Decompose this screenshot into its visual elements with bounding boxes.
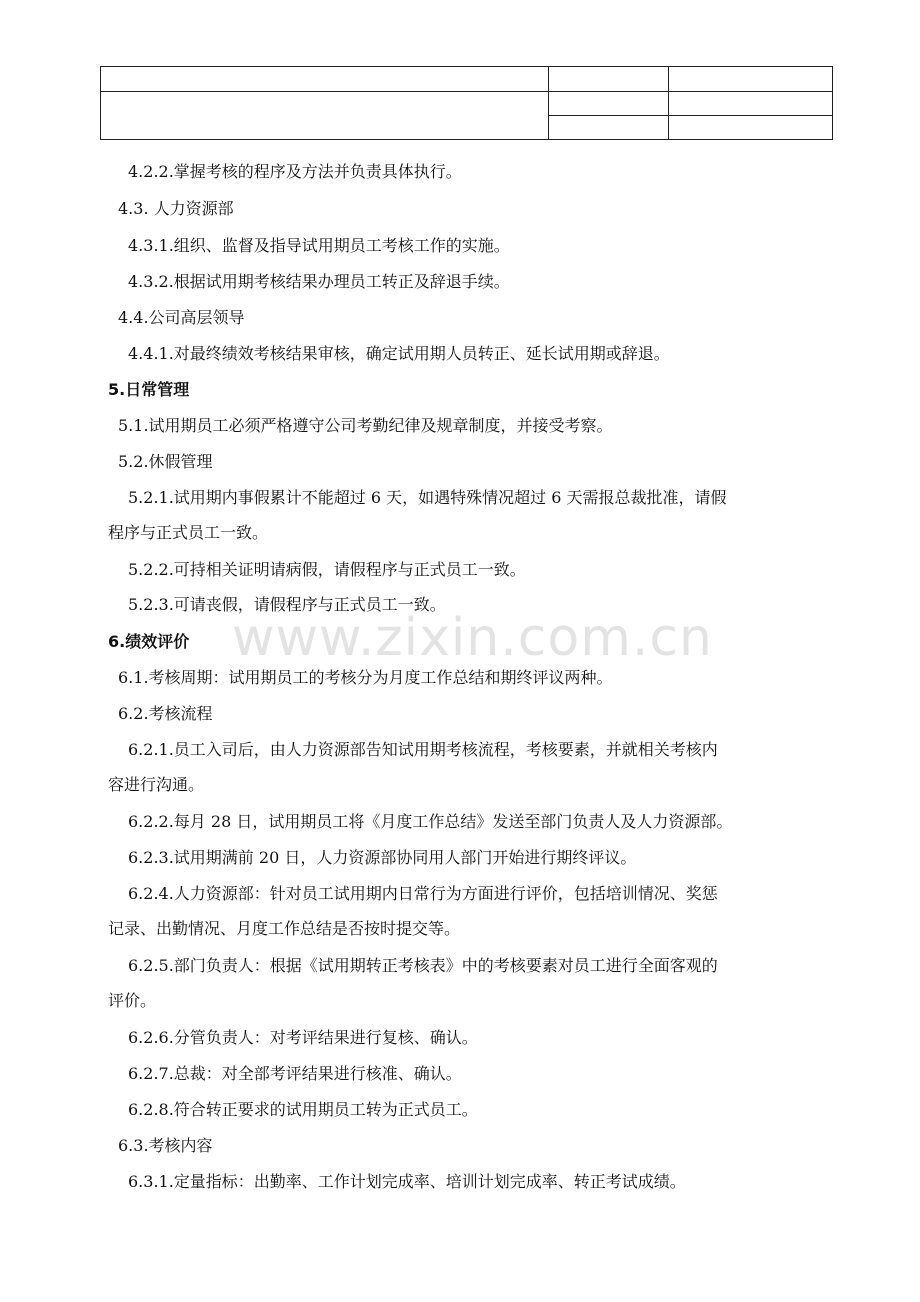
clause-6-2-3: 6.2.3.试用期满前 20 日，人力资源部协同用人部门开始进行期终评议。 <box>128 848 637 867</box>
clause-5-2-2: 5.2.2.可持相关证明请病假，请假程序与正式员工一致。 <box>128 560 526 579</box>
header-cell <box>549 67 669 92</box>
clause-6-2-8: 6.2.8.符合转正要求的试用期员工转为正式员工。 <box>128 1100 478 1119</box>
clause-6-2-5-continued: 评价。 <box>108 991 157 1010</box>
clause-5-2: 5.2.休假管理 <box>118 452 213 471</box>
clause-6-2-1: 6.2.1.员工入司后，由人力资源部告知试用期考核流程，考核要素，并就相关考核内 <box>128 740 718 759</box>
clause-6-2-4: 6.2.4.人力资源部：针对员工试用期内日常行为方面进行评价，包括培训情况、奖惩 <box>128 884 718 903</box>
clause-6-2-4-continued: 记录、出勤情况、月度工作总结是否按时提交等。 <box>108 919 461 938</box>
clause-5-1: 5.1.试用期员工必须严格遵守公司考勤纪律及规章制度，并接受考察。 <box>118 416 613 435</box>
header-cell <box>669 116 833 140</box>
watermark: www.zixin.com.cn <box>232 608 713 668</box>
clause-5-2-1-continued: 程序与正式员工一致。 <box>108 523 269 542</box>
header-cell <box>549 116 669 140</box>
header-cell <box>669 67 833 92</box>
clause-6-2-1-continued: 容进行沟通。 <box>108 775 205 794</box>
header-cell <box>549 92 669 116</box>
clause-4-3-1: 4.3.1.组织、监督及指导试用期员工考核工作的实施。 <box>128 236 510 255</box>
clause-5-2-3: 5.2.3.可请丧假，请假程序与正式员工一致。 <box>128 595 446 614</box>
clause-4-3: 4.3. 人力资源部 <box>118 199 234 218</box>
section-heading-6: 6.绩效评价 <box>108 632 190 651</box>
clause-6-2-6: 6.2.6.分管负责人：对考评结果进行复核、确认。 <box>128 1028 478 1047</box>
clause-6-2-2: 6.2.2.每月 28 日，试用期员工将《月度工作总结》发送至部门负责人及人力资源部。 <box>128 812 733 831</box>
clause-4-4: 4.4.公司高层领导 <box>118 308 245 327</box>
header-cell <box>669 92 833 116</box>
clause-6-3-1: 6.3.1.定量指标：出勤率、工作计划完成率、培训计划完成率、转正考试成绩。 <box>128 1172 686 1191</box>
header-cell <box>101 92 549 140</box>
header-cell <box>101 67 549 92</box>
clause-6-2: 6.2.考核流程 <box>118 704 213 723</box>
clause-6-2-7: 6.2.7.总裁：对全部考评结果进行核准、确认。 <box>128 1064 462 1083</box>
clause-6-1: 6.1.考核周期：试用期员工的考核分为月度工作总结和期终评议两种。 <box>118 668 613 687</box>
clause-5-2-1: 5.2.1.试用期内事假累计不能超过 6 天，如遇特殊情况超过 6 天需报总裁批准，请假 <box>128 488 727 507</box>
clause-6-3: 6.3.考核内容 <box>118 1136 213 1155</box>
document-header-table <box>100 66 833 140</box>
clause-4-3-2: 4.3.2.根据试用期考核结果办理员工转正及辞退手续。 <box>128 272 510 291</box>
clause-4-2-2: 4.2.2.掌握考核的程序及方法并负责具体执行。 <box>128 162 462 181</box>
clause-4-4-1: 4.4.1.对最终绩效考核结果审核，确定试用期人员转正、延长试用期或辞退。 <box>128 344 670 363</box>
clause-6-2-5: 6.2.5.部门负责人：根据《试用期转正考核表》中的考核要素对员工进行全面客观的 <box>128 956 718 975</box>
section-heading-5: 5.日常管理 <box>108 380 190 399</box>
